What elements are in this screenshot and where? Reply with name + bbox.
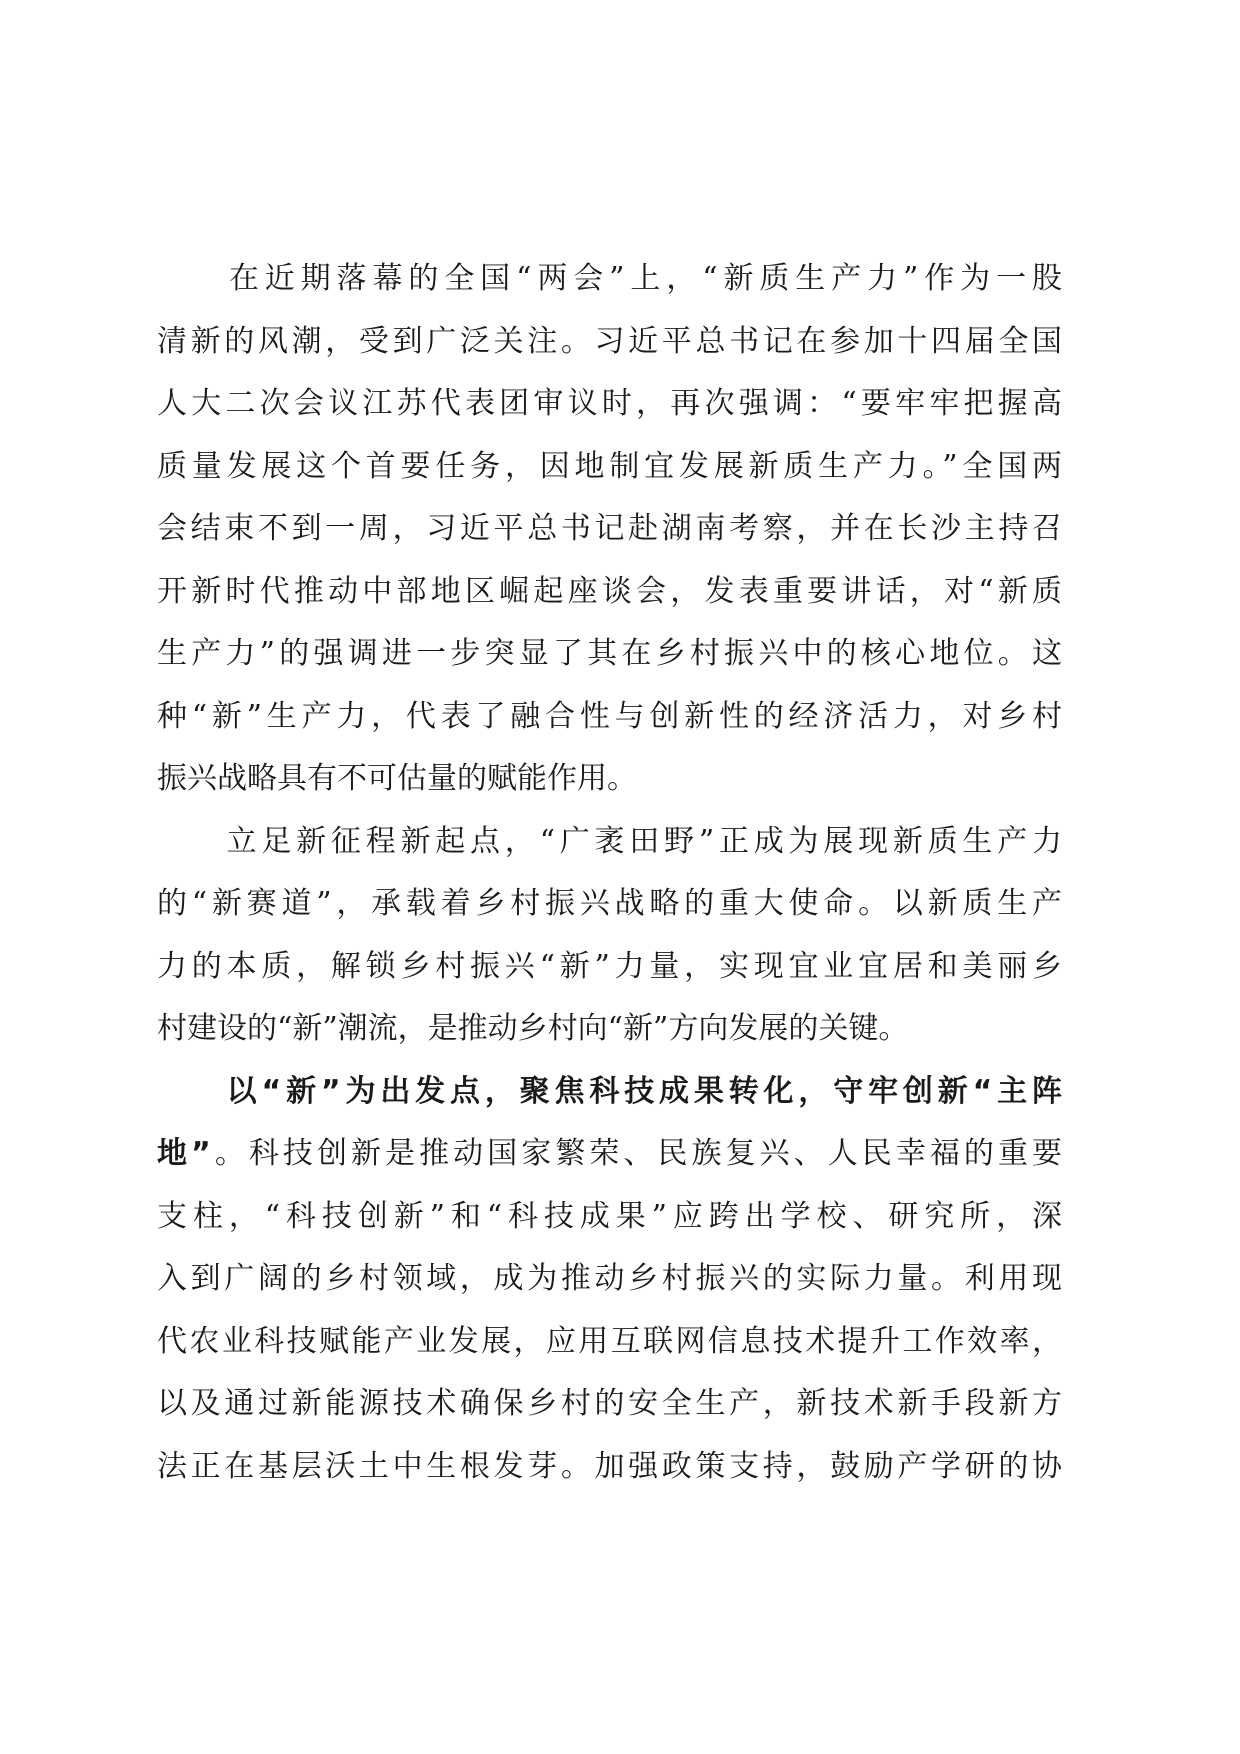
text-line-rest: 。科技创新是推动国家繁荣、民族复兴、人民幸福的重要 [210,1136,1063,1171]
text-line: 人大二次会议江苏代表团审议时，再次强调：“要牢牢把握高 [157,386,1062,421]
text-line: 振兴战略具有不可估量的赋能作用。 [157,761,637,796]
text-line: 力的本质，解锁乡村振兴“新”力量，实现宜业宜居和美丽乡 [157,948,1062,984]
text-line: 在近期落幕的全国“两会”上，“新质生产力”作为一股 [157,261,1062,296]
text-line: 会结束不到一周，习近平总书记赴湖南考察，并在长沙主持召 [157,511,1062,546]
section-heading-tail: 地” [157,1136,211,1171]
text-line: 以及通过新能源技术确保乡村的安全生产，新技术新手段新方 [157,1386,1062,1421]
body-text [157,248,1062,1498]
text-line: 入到广阔的乡村领域，成为推动乡村振兴的实际力量。利用现 [157,1261,1062,1296]
paragraph-1 [157,248,1062,811]
text-line: 生产力”的强调进一步突显了其在乡村振兴中的核心地位。这 [157,636,1062,671]
section-heading: 以“新”为出发点，聚焦科技成果转化，守牢创新“主阵 [157,1073,1062,1109]
text-line: 种“新”生产力，代表了融合性与创新性的经济活力，对乡村 [157,698,1062,734]
text-line: 清新的风潮，受到广泛关注。习近平总书记在参加十四届全国 [157,323,1062,359]
text-line: 代农业科技赋能产业发展，应用互联网信息技术提升工作效率， [157,1323,1062,1359]
text-line: 质量发展这个首要任务，因地制宜发展新质生产力。”全国两 [157,448,1062,484]
text-line: 村建设的“新”潮流，是推动乡村向“新”方向发展的关键。 [157,1011,909,1046]
text-line: 支柱，“科技创新”和“科技成果”应跨出学校、研究所，深 [157,1198,1062,1234]
text-line [157,1123,1062,1186]
text-line: 立足新征程新起点，“广袤田野”正成为展现新质生产力 [157,823,1062,859]
text-line: 法正在基层沃土中生根发芽。加强政策支持，鼓励产学研的协 [157,1448,1062,1484]
paragraph-2 [157,811,1062,1061]
paragraph-3 [157,1061,1062,1499]
text-line: 的“新赛道”，承载着乡村振兴战略的重大使命。以新质生产 [157,886,1062,921]
text-line: 开新时代推动中部地区崛起座谈会，发表重要讲话，对“新质 [157,573,1062,609]
